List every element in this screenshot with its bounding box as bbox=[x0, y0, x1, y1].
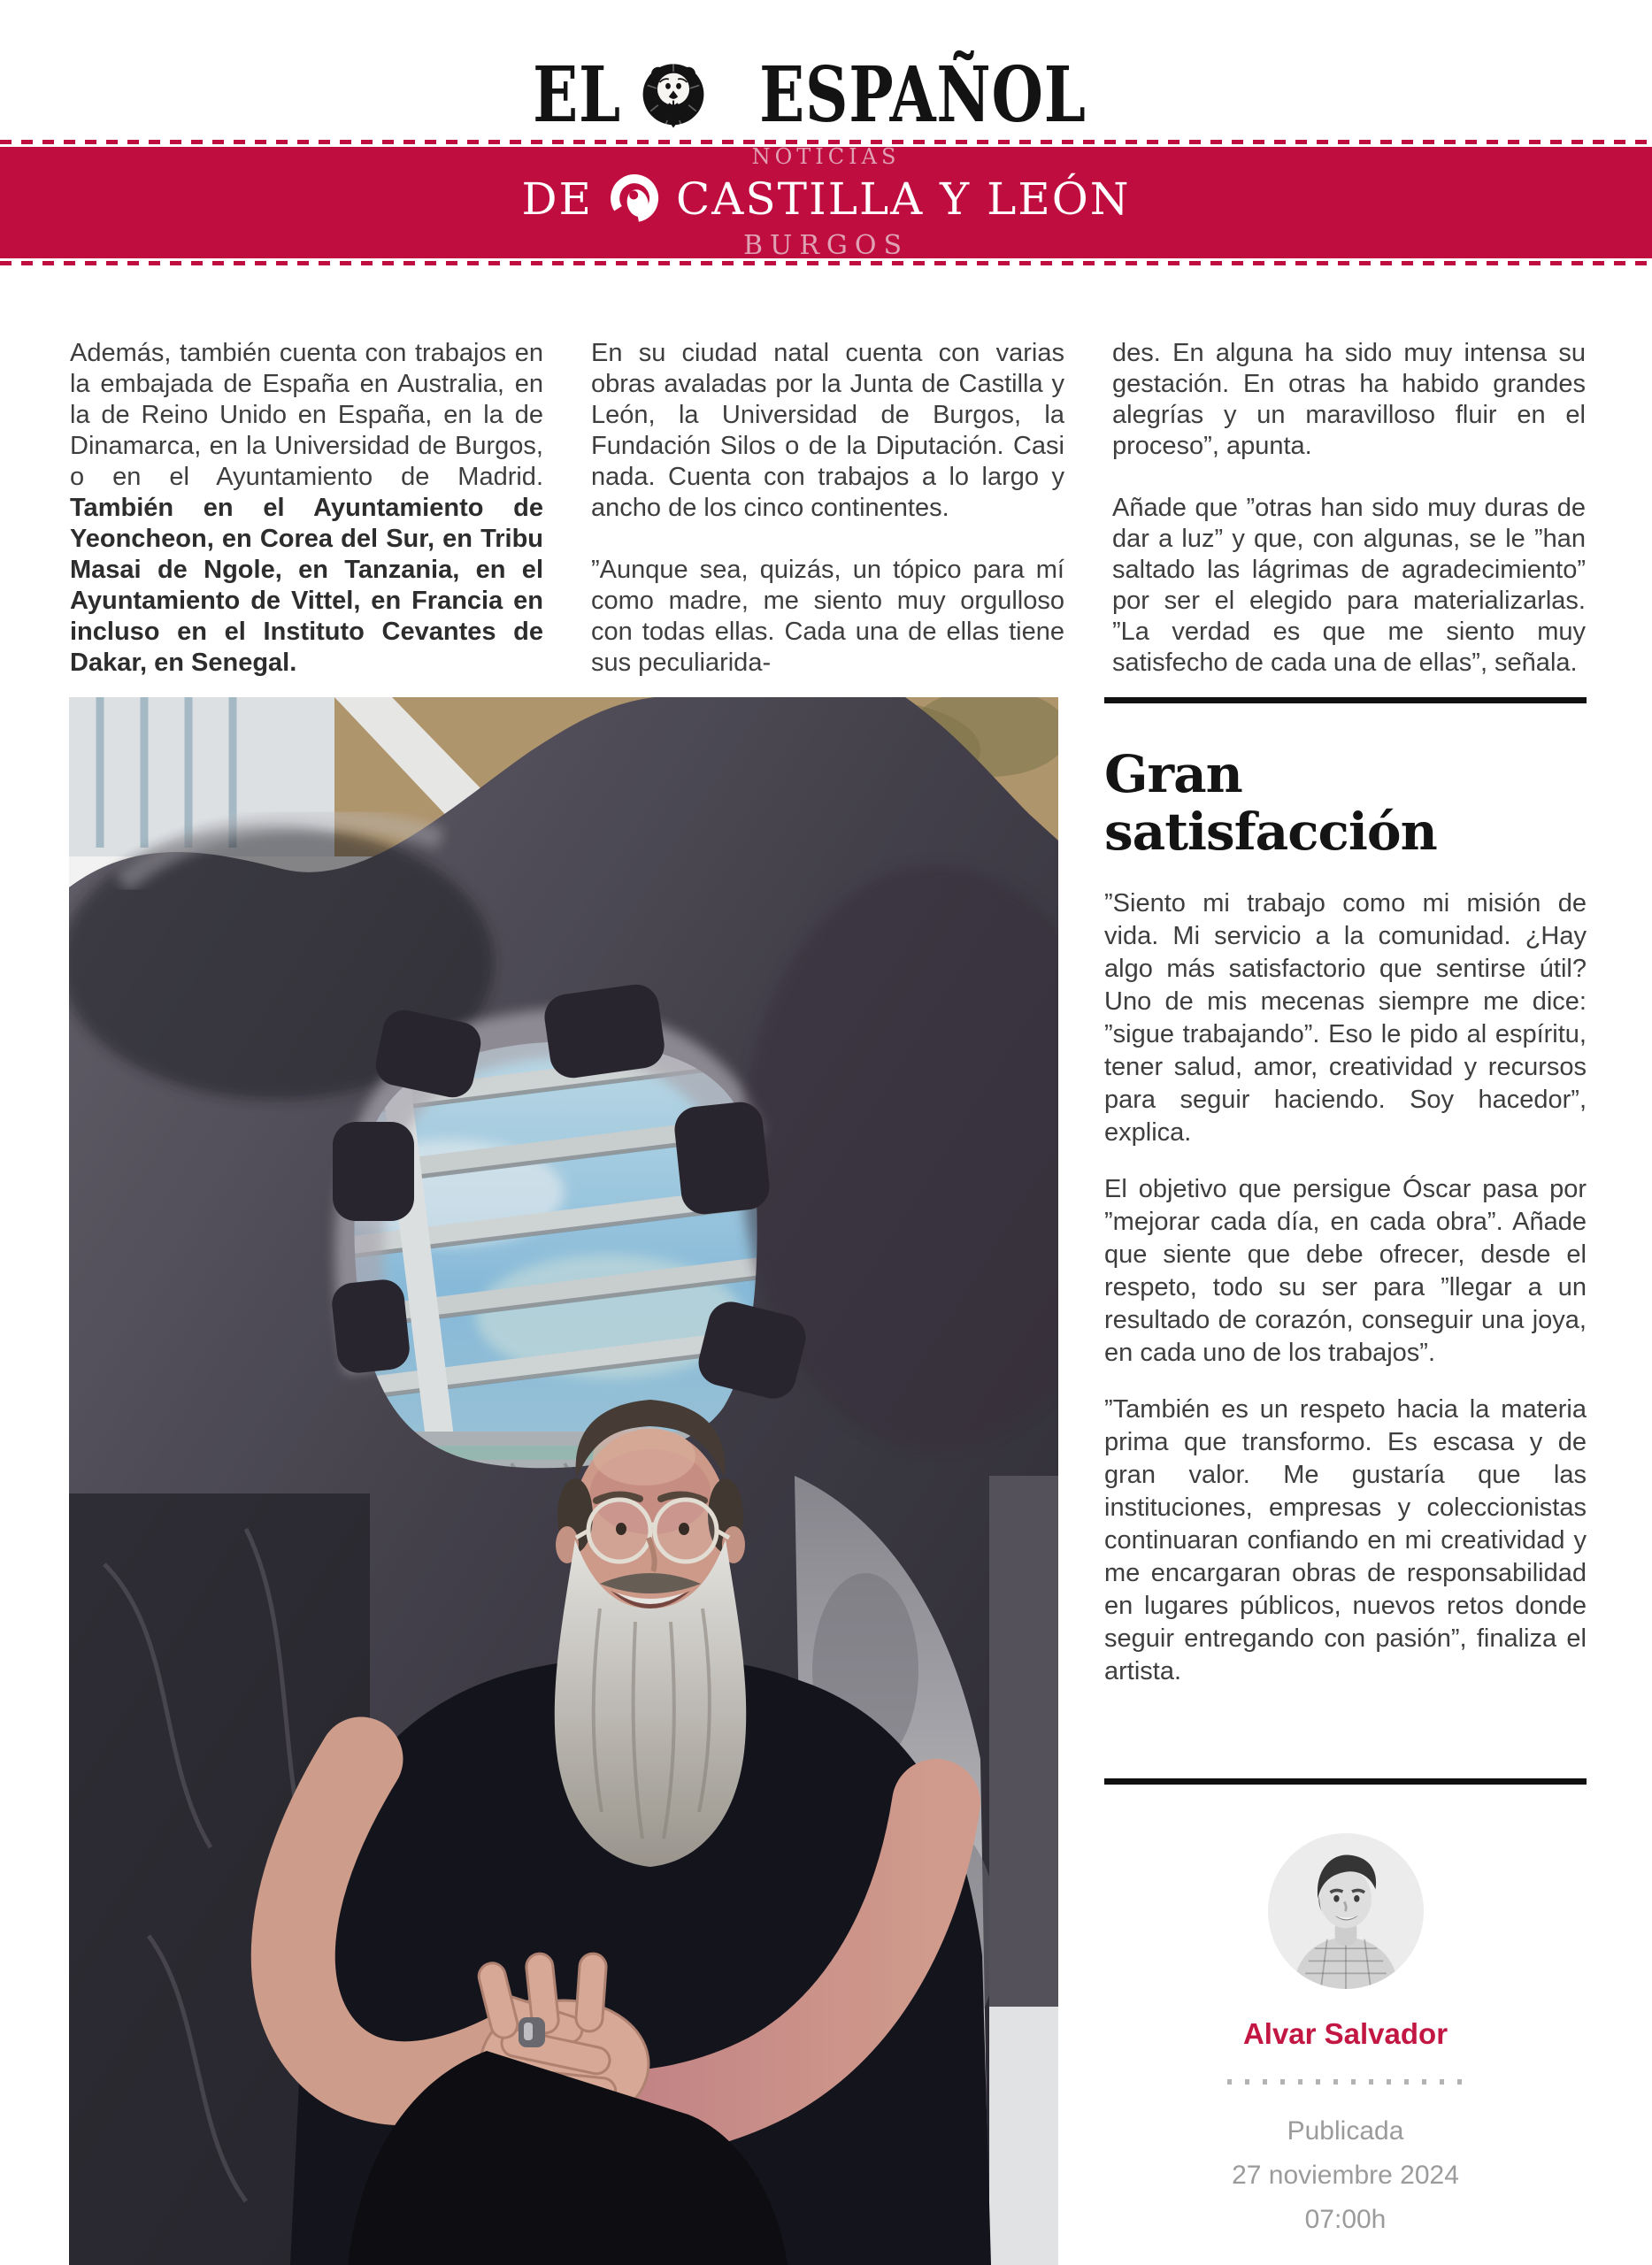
divider-rule-bottom bbox=[1104, 1778, 1587, 1785]
lion-head-icon bbox=[635, 55, 711, 136]
section-paragraph-3: ”También es un respeto hacia la materia prima que transformo. Es escasa y de gran valor. Me gustaría que las instituciones, empresas y coleccionistas continuaran confiando en mi creatividad y me encargaran obras de responsabilidad en lugares públicos, nuevos retos donde seguir entregando con pasión”, finaliza el artista. bbox=[1104, 1394, 1587, 1685]
published-date: 27 noviembre 2024 bbox=[1232, 2161, 1459, 2190]
masthead-word-espanol: ESPAÑOL bbox=[758, 50, 1087, 140]
banner-title-row bbox=[521, 171, 1130, 227]
author-avatar[interactable] bbox=[1268, 1833, 1424, 1989]
section-column bbox=[1104, 697, 1587, 2265]
banner-city: BURGOS bbox=[742, 230, 910, 261]
intro-columns bbox=[70, 338, 1586, 679]
intro-col3-paragraph-1: des. En alguna ha sido muy intensa su gestación. En otras ha habido grandes alegrías y un maravilloso fluir en el proceso”, apunta. bbox=[1112, 339, 1586, 460]
masthead bbox=[0, 46, 1652, 145]
divider-rule-top bbox=[1104, 697, 1587, 703]
article-photo bbox=[69, 697, 1058, 2265]
intro-col1-text: Además, también cuenta con trabajos en la embajada de España en Australia, en la de Reino Unido en España, en la de Dinamarca, en la Universidad de Burgos, o en el Ayuntamiento de Madrid. bbox=[70, 339, 543, 491]
banner-kicker: NOTICIAS bbox=[751, 144, 901, 169]
intro-col2-paragraph-2: ”Aunque sea, quizás, un tópico para mí como madre, me siento muy orgulloso con todas ellas. Cada una de ellas tiene sus peculiarida- bbox=[591, 556, 1064, 677]
intro-col2-paragraph-1: En su ciudad natal cuenta con varias obras avaladas por la Junta de Castilla y León, la Universidad de Burgos, la Fundación Silos o de la Diputación. Casi nada. Cuenta con trabajos a lo largo y ancho de los cinco continentes. bbox=[591, 339, 1064, 522]
banner-prefix: DE bbox=[521, 173, 594, 225]
author-block bbox=[1104, 1833, 1587, 2235]
published-label: Publicada bbox=[1287, 2116, 1404, 2146]
intro-column-2 bbox=[591, 338, 1064, 679]
banner-region: CASTILLA Y LEÓN bbox=[676, 173, 1131, 225]
intro-col1-bold-text: También en el Ayuntamiento de Yeoncheon, en Corea del Sur, en Tribu Masai de Ngole, en Tanzania, en el Ayuntamiento de Vittel, en Francia en incluso en el Instituto Cevantes de Dakar, en Senegal. bbox=[70, 494, 543, 677]
dotted-separator-icon bbox=[1227, 2079, 1464, 2085]
intro-col3-paragraph-2: Añade que ”otras han sido muy duras de dar a luz” y que, con algunas, se le ”han saltado las lágrimas de agradecimiento” por ser el elegido para materializarlas. ”La verdad es que me siento muy satisfecho de cada una de ellas”, señala. bbox=[1112, 494, 1586, 677]
castilla-leon-emblem-icon bbox=[607, 171, 664, 227]
regional-banner bbox=[0, 144, 1652, 261]
intro-column-1 bbox=[70, 338, 543, 679]
section-heading: Gran satisfacción bbox=[1104, 744, 1437, 862]
published-time: 07:00h bbox=[1304, 2205, 1387, 2234]
section-paragraph-2: El objetivo que persigue Óscar pasa por ”mejorar cada día, en cada obra”. Añade que siente que debe ofrecer, desde el respeto, todo su ser para ”llegar a un resultado de corazón, conseguir una joya, en cada uno de los trabajos”. bbox=[1104, 1174, 1587, 1367]
section-paragraph-1: ”Siento mi trabajo como mi misión de vida. Mi servicio a la comunidad. ¿Hay algo más satisfactorio que sentirse útil? Uno de mis mecenas siempre me dice: ”sigue trabajando”. Eso le pido al espíritu, tener salud, amor, creatividad y recursos para seguir haciendo. Soy hacedor”, explica. bbox=[1104, 888, 1587, 1147]
author-name-link[interactable]: Alvar Salvador bbox=[1242, 2017, 1448, 2050]
masthead-word-el: EL bbox=[532, 50, 621, 140]
intro-column-3 bbox=[1112, 338, 1586, 679]
